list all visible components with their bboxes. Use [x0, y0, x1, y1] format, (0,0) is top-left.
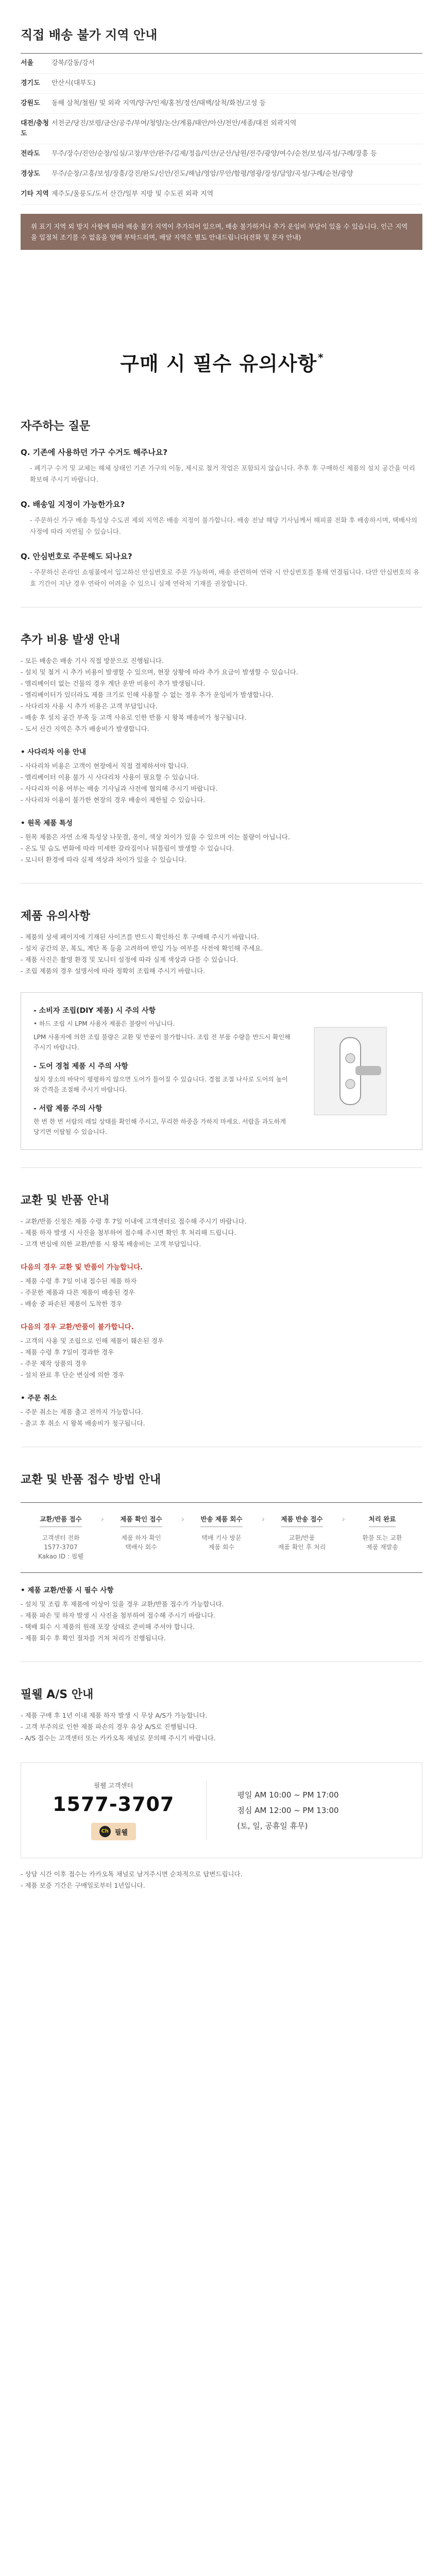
extra-cost-section — [21, 631, 422, 866]
faq-item — [21, 499, 422, 537]
process-step — [262, 1514, 345, 1561]
text-line: - 출고 후 취소 시 왕복 배송비가 청구됩니다. — [21, 1419, 145, 1427]
caution-card-text: LPM 사용자에 의한 조립 불량은 교환 및 반품이 불가합니다. 조립 전 부품 수량을 반드시 확인해 주시기 바랍니다. — [33, 1033, 291, 1051]
region-key: 대전/충청도 — [21, 120, 49, 138]
faq-item — [21, 551, 422, 589]
as-hours — [207, 1781, 422, 1840]
process-step — [21, 1514, 104, 1561]
text-line: - 설치 및 조립 후 제품에 이상이 있을 경우 교환/반품 접수가 가능합니다. — [21, 1600, 224, 1608]
faq-question: Q. 기존에 사용하던 가구 수거도 해주나요? — [21, 448, 168, 457]
as-hours-line: (토, 일, 공휴일 휴무) — [237, 1821, 308, 1831]
text-line: - 사다리차 이용이 불가한 현장의 경우 배송이 제한될 수 있습니다. — [21, 796, 206, 804]
region-key: 경상도 — [21, 170, 40, 178]
product-guide-lines — [21, 931, 422, 977]
text-line: - 도서 산간 지역은 추가 배송비가 발생합니다. — [21, 725, 149, 733]
center-label: 필웰 고객센터 — [94, 1782, 133, 1789]
faq-list — [21, 447, 422, 589]
text-line: - 교환/반품 신청은 제품 수령 후 7일 이내에 고객센터로 접수해 주시기 바랍니다. — [21, 1217, 247, 1225]
text-line: - 사다리차 비용은 고객이 현장에서 직접 결제하셔야 합니다. — [21, 762, 189, 770]
text-line: - 고객 부주의로 인한 제품 파손의 경우 유상 A/S로 진행됩니다. — [21, 1723, 197, 1731]
text-line: - 제품의 상세 페이지에 기재된 사이즈를 반드시 확인하신 후 구매해 주시기 바랍니다. — [21, 933, 259, 941]
text-line: - 사다리차 사용 시 추가 비용은 고객 부담입니다. — [21, 702, 158, 710]
faq-question: Q. 안심번호로 주문해도 되나요? — [21, 552, 132, 561]
text-line: - 제품 보증 기간은 구매일로부터 1년입니다. — [21, 1882, 145, 1889]
cancel-lines — [21, 1406, 422, 1429]
as-contact-box — [21, 1762, 422, 1858]
process-step-desc: 제품 하자 확인 택배사 회수 — [121, 1534, 161, 1551]
region-row — [21, 144, 422, 164]
caution-title — [21, 348, 422, 376]
text-line: - 제품 사진은 촬영 환경 및 모니터 설정에 따라 실제 색상과 다를 수 있습니다. — [21, 956, 238, 963]
chevron-right-icon: › — [261, 1514, 265, 1524]
extra-cost-lines — [21, 655, 422, 735]
chevron-right-icon: › — [181, 1514, 184, 1524]
text-line: - 모니터 환경에 따라 실제 색상과 차이가 있을 수 있습니다. — [21, 856, 186, 863]
as-hours-line: 평일 AM 10:00 ~ PM 17:00 — [237, 1790, 339, 1800]
caution-card-title: - 서랍 제품 주의 사항 — [33, 1105, 103, 1113]
process-step-title: 처리 완료 — [369, 1514, 396, 1527]
chevron-right-icon: › — [342, 1514, 345, 1524]
exchange-possible-title: 다음의 경우 교환 및 반품이 가능합니다. — [21, 1263, 143, 1272]
text-line: - 엘리베이터 이용 불가 시 사다리차 사용이 필요할 수 있습니다. — [21, 773, 199, 781]
process-notes — [21, 1599, 422, 1644]
text-line: - 배송 중 파손된 제품이 도착한 경우 — [21, 1300, 123, 1308]
process-title: 교환 및 반품 접수 방법 안내 — [21, 1473, 161, 1486]
process-step-title: 제품 반송 접수 — [281, 1514, 322, 1527]
region-row — [21, 114, 422, 144]
region-notice: 위 표기 지역 외 방지 사항에 따라 배송 불가 지역이 추가되어 있으며, 배송 불가하거나 추가 운임비 부담이 있을 수 있습니다. 인근 지역을 입점처 조기를 수 없음을 양해 부탁드리며, 배달 지역은 별도 안내드립니다(전화 및 문자 안내) — [21, 214, 422, 250]
faq-title: 자주하는 질문 — [21, 420, 91, 433]
text-line: - 제품 회수 후 확인 절차를 거쳐 처리가 진행됩니다. — [21, 1634, 166, 1642]
faq-section — [21, 417, 422, 589]
exchange-title: 교환 및 반품 안내 — [21, 1194, 109, 1207]
region-title: 직접 배송 불가 지역 안내 — [21, 28, 158, 42]
kakao-channel-icon: Ch — [99, 1826, 111, 1837]
text-line: - 주문한 제품과 다른 제품이 배송된 경우 — [21, 1289, 135, 1296]
region-value: 강북/강동/강서 — [52, 59, 95, 67]
text-line: - 제품 하자 발생 시 사진을 첨부하여 접수해 주시면 확인 후 처리해 드립니다. — [21, 1229, 236, 1236]
kakao-label: 필웰 — [114, 1828, 128, 1837]
region-key: 전라도 — [21, 150, 40, 158]
text-line: - 설치 및 철거 시 추가 비용이 발생할 수 있으며, 현장 상황에 따라 추가 요금이 발생할 수 있습니다. — [21, 668, 298, 676]
process-step-desc: 택배 기사 방문 제품 회수 — [201, 1534, 242, 1551]
region-value: 무주/순창/고흥/보성/장흥/강진/완도/신안/진도/해남/영암/무안/함평/영광/장성/담양/곡성/구례/순천/광양 — [52, 170, 353, 178]
caution-card-text — [33, 1005, 291, 1137]
hinge-illustration — [291, 1005, 410, 1137]
faq-item — [21, 447, 422, 485]
text-line: - 조립 제품의 경우 설명서에 따라 정확히 조립해 주시기 바랍니다. — [21, 967, 206, 975]
text-line: - 제품 파손 및 하자 발생 시 사진을 첨부하여 접수해 주시기 바랍니다. — [21, 1612, 216, 1619]
as-hours-line: 점심 AM 12:00 ~ PM 13:00 — [237, 1806, 339, 1815]
text-line: - 제품 수령 후 7일 이내 접수된 제품 하자 — [21, 1277, 137, 1285]
text-line: - 설치 공간의 문, 복도, 계단 폭 등을 고려하여 반입 가능 여부를 사전에 확인해 주세요. — [21, 944, 263, 952]
process-step — [342, 1514, 422, 1561]
region-row — [21, 54, 422, 74]
text-line: - 제품 구매 후 1년 이내 제품 하자 발생 시 무상 A/S가 가능합니다. — [21, 1711, 208, 1719]
region-key: 경기도 — [21, 79, 40, 87]
star-icon: * — [318, 351, 324, 364]
divider — [21, 1167, 422, 1168]
text-line: - 설치 완료 후 단순 변심에 의한 경우 — [21, 1371, 125, 1379]
text-line: - 배송 후 설치 공간 부족 등 고객 사유로 인한 반품 시 왕복 배송비가 청구됩니다. — [21, 714, 247, 721]
faq-answer: - 주문하신 가구 배송 특성상 수도권 제외 지역은 배송 지정이 불가합니다. 배송 전날 해당 기사님께서 해피콜 전화 후 배송하시며, 택배사의 사정에 따라 지연될 수 있습니다. — [30, 516, 418, 535]
exchange-lines — [21, 1216, 422, 1250]
chevron-right-icon: › — [100, 1514, 104, 1524]
process-section — [21, 1471, 422, 1644]
region-table — [21, 53, 422, 205]
process-step — [181, 1514, 265, 1561]
divider — [21, 883, 422, 884]
region-value: 안산시(대부도) — [52, 79, 96, 87]
as-section — [21, 1686, 422, 1891]
caution-card-title: - 도어 경첩 제품 시 주의 사항 — [33, 1062, 128, 1071]
region-row — [21, 164, 422, 184]
exchange-impossible-lines — [21, 1335, 422, 1381]
extra-cost-title: 추가 비용 발생 안내 — [21, 634, 120, 647]
faq-answer: - 주문하신 온라인 쇼핑몰에서 입고하신 안심번호로 주문 가능하며, 배송 관련하여 연락 시 안심번호를 통해 연결됩니다. 다만 안심번호의 유효 기간이 지난 경우 연락이 어려울 수 있으니 실제 연락처 기재를 권장합니다. — [30, 568, 420, 587]
caution-card-text: 설치 장소의 바닥이 평평하지 않으면 도어가 틀어질 수 있습니다. 경첩 조절 나사로 도어의 높이와 간격을 조절해 주시기 바랍니다. — [33, 1076, 288, 1093]
as-contact-left — [21, 1781, 207, 1840]
process-steps — [21, 1502, 422, 1573]
wood-lines — [21, 832, 422, 866]
faq-answer: - 폐기구 수거 및 교체는 해체 상태인 기존 가구의 이동, 제시로 철거 작업은 포함되지 않습니다. 추후 후 구매하신 제품의 설치 공간을 미리 확보해 주시기 바랍니다. — [30, 464, 415, 483]
ladder-title: • 사다리차 이용 안내 — [21, 748, 87, 756]
process-step-desc: 교환/반품 제품 확인 후 처리 — [278, 1534, 326, 1551]
text-line: - 고객의 사용 및 조립으로 인해 제품이 훼손된 경우 — [21, 1337, 164, 1345]
hinge-icon — [304, 1022, 397, 1120]
product-guide-section — [21, 907, 422, 1150]
text-line: - 원목 제품은 자연 소재 특성상 나뭇결, 옹이, 색상 차이가 있을 수 있으며 이는 불량이 아닙니다. — [21, 833, 290, 841]
text-line: - 택배 회수 시 제품의 원래 포장 상태로 준비해 주셔야 합니다. — [21, 1623, 195, 1631]
product-guide-title: 제품 유의사항 — [21, 910, 91, 923]
caution-card-title: - 소비자 조립(DIY 제품) 시 주의 사항 — [33, 1007, 156, 1015]
region-value: 동해 삼척/철원/ 및 외곽 지역/양구/인제/홍천/정선/태백/삼척/화천/고성 등 — [52, 99, 266, 107]
text-line: - 고객 변심에 의한 교환/반품 시 왕복 배송비는 고객 부담입니다. — [21, 1240, 201, 1248]
text-line: - 모든 배송은 배송 기사 직접 방문으로 진행됩니다. — [21, 657, 164, 665]
as-title: 필웰 A/S 안내 — [21, 1688, 94, 1701]
exchange-section — [21, 1192, 422, 1429]
region-value: 제주도/울릉도/도서 산간/일부 지방 및 수도권 외곽 지역 — [52, 190, 214, 198]
wood-title: • 원목 제품 특성 — [21, 819, 73, 827]
region-row — [21, 184, 422, 205]
process-step-desc: 고객센터 전화 1577-3707 Kakao ID : 필웰 — [38, 1534, 83, 1560]
process-step-title: 제품 확인 접수 — [120, 1514, 162, 1527]
text-line: - 주문 취소는 제품 출고 전까지 가능합니다. — [21, 1408, 143, 1416]
as-foot — [21, 1869, 422, 1891]
caution-title-text: 구매 시 필수 유의사항 — [120, 352, 317, 375]
text-line: - 주문 제작 상품의 경우 — [21, 1360, 88, 1367]
region-key: 서울 — [21, 59, 34, 67]
ladder-lines — [21, 760, 422, 806]
cancel-title: • 주문 취소 — [21, 1394, 57, 1402]
region-value: 무주/장수/진안/순창/임실/고창/부안/완주/김제/정읍/익산/군산/남원/전주/광양/여수/순천/보성/곡성/구례/장흥 등 — [52, 150, 377, 158]
process-notes-title: • 제품 교환/반품 시 필수 사항 — [21, 1586, 114, 1595]
region-key: 기타 지역 — [21, 190, 49, 198]
text-line: - 엘리베이터가 있더라도 제품 크기로 인해 사용할 수 없는 경우 추가 운임비가 발생합니다. — [21, 691, 274, 699]
text-line: - 상담 시간 이후 접수는 카카오톡 채널로 남겨주시면 순차적으로 답변드립니다. — [21, 1870, 243, 1878]
region-row — [21, 74, 422, 94]
text-line: - 제품 수령 후 7일이 경과한 경우 — [21, 1348, 114, 1356]
text-line: - 사다리차 이용 여부는 배송 기사님과 사전에 협의해 주시기 바랍니다. — [21, 785, 218, 792]
region-key: 강원도 — [21, 99, 40, 107]
region-value: 서천군/당진/보령/금산/공주/부여/청양/논산/계룡/태안/아산/천안/세종/대전 외곽지역 — [52, 120, 297, 127]
process-step-title: 교환/반품 접수 — [40, 1514, 81, 1527]
process-step-title: 반송 제품 회수 — [200, 1514, 242, 1527]
kakao-channel-button[interactable] — [91, 1823, 136, 1840]
text-line: - 온도 및 습도 변화에 따라 미세한 갈라짐이나 뒤틀림이 발생할 수 있습니다. — [21, 844, 234, 852]
process-step-desc: 환불 또는 교환 제품 재발송 — [362, 1534, 402, 1551]
as-lines — [21, 1710, 422, 1744]
exchange-impossible-title: 다음의 경우 교환/반품이 불가합니다. — [21, 1323, 134, 1331]
phone-number[interactable]: 1577-3707 — [53, 1793, 175, 1816]
caution-card-red: • 하드 조립 시 LPM 사용자 제품은 불량이 아닙니다. — [33, 1020, 175, 1027]
text-line: - A/S 접수는 고객센터 또는 카카오톡 채널로 문의해 주시기 바랍니다. — [21, 1734, 216, 1742]
region-row — [21, 94, 422, 114]
caution-card — [21, 992, 422, 1150]
process-step — [101, 1514, 184, 1561]
exchange-possible-lines — [21, 1276, 422, 1310]
caution-card-text: 한 번 한 번 서랍의 레일 상태를 확인해 주시고, 무리한 하중을 가하지 마세요. 서랍을 과도하게 당기면 이탈될 수 있습니다. — [33, 1118, 286, 1136]
faq-question: Q. 배송일 지정이 가능한가요? — [21, 500, 125, 509]
text-line: - 엘리베이터 없는 건물의 경우 계단 운반 비용이 추가 발생됩니다. — [21, 680, 206, 687]
